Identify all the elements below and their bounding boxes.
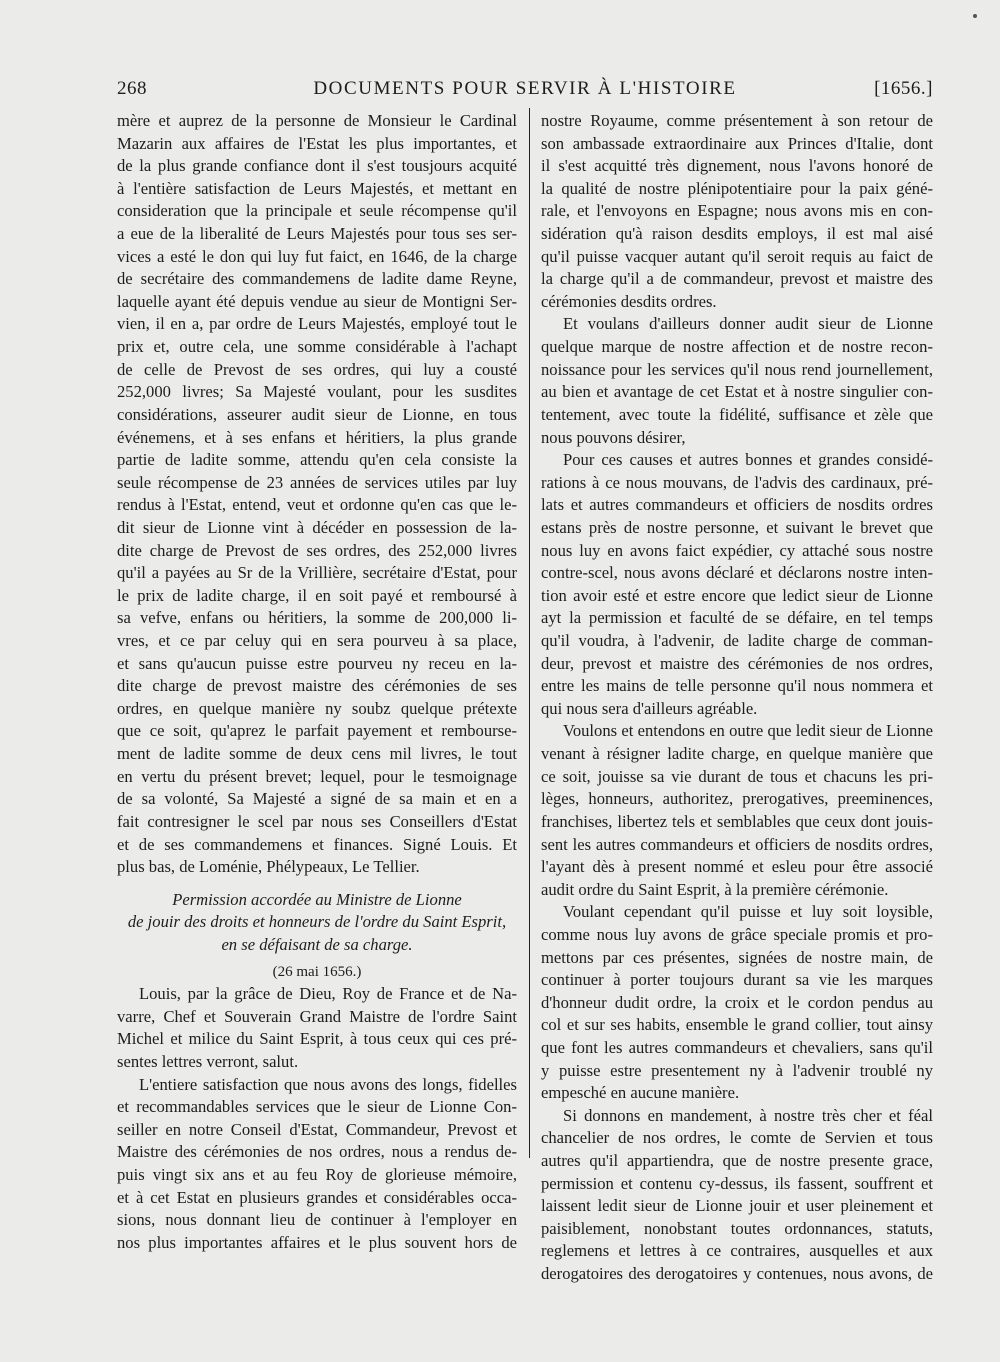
text-line: Voulons et entendons en outre que ledit sieur de Lionne (563, 721, 933, 741)
text-line: audit ordre du Saint Esprit, à la première cérémonie. (541, 879, 889, 899)
page-speck (973, 14, 977, 18)
text-line: en vertu du présent brevet; lequel, pour le tesmoignage (117, 766, 517, 786)
text-line: deur, prevost et maistre des cérémonies de nos ordres, (541, 653, 933, 673)
text-line: fait contresigner le scel par nous ses Conseillers d'Estat (117, 811, 517, 831)
right-column (541, 110, 933, 1286)
text-line: continuer à porter toujours durant sa vie les marques (541, 970, 933, 990)
text-line: mère et auprez de la personne de Monsieur le Cardinal (117, 111, 517, 130)
text-line: sentes lettres verront, salut. (117, 1051, 299, 1071)
text-line: qu'il a payées au Sr de la Vrillière, secrétaire d'Estat, pour (117, 563, 517, 583)
text-line: Si donnons en mandement, à nostre très cher et féal (563, 1105, 933, 1125)
text-line: col et sur ses habits, ensemble le grand collier, tout ainsy (541, 1015, 933, 1035)
text-line: venant à résigner ladite charge, en quelque manière que (541, 744, 933, 764)
text-line: sions, nous donnant lieu de continuer à l'employer en (117, 1210, 517, 1230)
text-line: événemens, et à ses enfans et héritiers, la plus grande (117, 427, 517, 447)
heading-line: de jouir des droits et honneurs de l'ordre du Saint Esprit, (127, 912, 507, 932)
text-line: Voulant cependant qu'il puisse et luy soit loysible, (563, 902, 933, 922)
text-line: mettons par ces présentes, signées de nostre main, de (541, 947, 933, 967)
text-line: Pour ces causes et autres bonnes et grandes considé- (563, 450, 933, 470)
text-line: vien, il en a, par ordre de Leurs Majestés, employé tout le (117, 314, 517, 334)
text-line: seiller en notre Conseil d'Estat, Commandeur, Prevost et (117, 1119, 517, 1139)
paragraph-2 (541, 313, 933, 449)
text-line: Maistre des cérémonies de nos ordres, nous a rendus de- (117, 1142, 517, 1162)
text-line: laquelle ayant été depuis vendue au sieur de Montigni Ser- (117, 291, 517, 311)
text-line: contre-scel, nous avons déclaré et déclarons nostre inten- (541, 563, 933, 583)
section-heading (117, 889, 517, 957)
text-line: entre les mains de telle personne qu'il nous nommera et (541, 676, 933, 696)
brevet-text (117, 110, 517, 879)
text-line: nos plus importantes affaires et le plus souvent hors de (117, 1232, 517, 1252)
text-line: empesché en aucune manière. (541, 1083, 740, 1103)
text-line: qu'il puisse vacquer autant qu'il seroit requis au faict de (541, 246, 933, 266)
page-number: 268 (117, 78, 147, 99)
text-line: vices a esté le don qui luy fut faict, en 1646, de la charge (117, 246, 517, 266)
text-line: d'honneur dudit ordre, la croix et le cordon pendus au (541, 992, 933, 1012)
text-line: nostre Royaume, comme présentement à son retour de (541, 111, 933, 130)
header-year: [1656.] (874, 78, 933, 99)
text-line: tion avoir esté et estre encore que ledict sieur de Lionne (541, 585, 933, 605)
text-line: derogatoires des derogatoires y contenues, nous avons, de (541, 1264, 933, 1284)
text-line: Michel et milice du Saint Esprit, à tous ceux qui ces pré- (117, 1029, 517, 1049)
text-line: permission et contenu cy-dessus, ils fassent, souffrent et (541, 1173, 933, 1193)
text-line: qui nous sera d'ailleurs agréable. (541, 698, 758, 718)
text-line: ayt la permission et faculté de se défaire, en tel temps (541, 608, 933, 628)
text-line: la qualité de nostre plénipotentiaire pour la paix géné- (541, 178, 933, 198)
text-line: partie de ladite somme, attendu qu'en cela consiste la (117, 450, 517, 470)
text-line: et sans qu'aucun puisse estre pourveu ny receu en la- (117, 653, 517, 673)
text-line: estans près de nostre personne, et suivant le brevet que (541, 517, 933, 537)
text-line: cérémonies desdits ordres. (541, 291, 717, 311)
paragraph-1 (541, 110, 933, 313)
text-line: de celle de Prevost de ses ordres, qui luy a cousté (117, 359, 517, 379)
text-line: prix et, outre cela, une somme considérable à l'achapt (117, 337, 517, 357)
text-line: autres qu'il appartiendra, que de nostre presente grace, (541, 1151, 933, 1171)
text-line: que ce soit, qu'aprez le parfait payement et rembourse- (117, 721, 517, 741)
text-line: rations à ce nous mouvans, de l'advis des cardinaux, pré- (541, 472, 933, 492)
text-line: il s'est acquitté très dignement, nous l'avons honoré de (541, 156, 933, 176)
text-line: rale, et l'envoyons en Espagne; nous avons mis en con- (541, 201, 933, 221)
text-line: Et voulans d'ailleurs donner audit sieur de Lionne (563, 314, 933, 334)
text-line: sidération qu'à raison desdits employs, il est mal aisé (541, 224, 933, 244)
text-line: reglemens et lettres à ce contraires, ausquelles et aux (541, 1241, 933, 1261)
text-line: la charge qu'il a de commandeur, prevost et maistre des (541, 269, 933, 289)
salutation-paragraph (117, 983, 517, 1073)
paragraph-3 (541, 449, 933, 720)
text-line: lats et autres commandeurs et officiers de nosdits ordres (541, 495, 933, 515)
text-line: considérations, asseurer audit sieur de Lionne, en tous (117, 404, 517, 424)
text-line: et de ses commandemens et finances. Signé Louis. Et (117, 834, 517, 854)
text-line: de sa volonté, Sa Majesté a signé de sa main et en a (117, 789, 517, 809)
text-line: sa vefve, enfans ou héritiers, la somme de 200,000 li- (117, 608, 517, 628)
running-title: DOCUMENTS POUR SERVIR À L'HISTOIRE (313, 78, 737, 99)
left-column (117, 110, 517, 1254)
text-line: lèges, honneurs, authoritez, prerogatives, preeminences, (541, 789, 933, 809)
text-line: et recommandables services que le sieur de Lionne Con- (117, 1097, 517, 1117)
document-date: (26 mai 1656.) (272, 963, 362, 980)
text-line: plus bas, de Loménie, Phélypeaux, Le Tellier. (117, 857, 420, 877)
text-line: dite charge de prevost maistre des cérémonies de ses (117, 676, 517, 696)
text-line: que font les autres commandeurs et chevaliers, sans qu'il (541, 1037, 933, 1057)
text-line: vres, et ce par celuy qui en sera pourveu à sa place, (117, 631, 517, 651)
text-line: son ambassade extraordinaire aux Princes d'Italie, dont (541, 133, 933, 153)
text-line: L'entiere satisfaction que nous avons des longs, fidelles (139, 1074, 517, 1094)
text-line: ce soit, jouisse sa vie durant de tous et chacuns les pri- (541, 766, 933, 786)
text-line: varre, Chef et Souverain Grand Maistre de l'ordre Saint (117, 1006, 517, 1026)
text-line: puis vingt six ans et au feu Roy de glorieuse mémoire, (117, 1165, 517, 1185)
text-line: consideration que la principale et seule récompense qu'il (117, 201, 517, 221)
text-line: le prix de ladite charge, il en soit payé et remboursé à (117, 585, 517, 605)
text-line: et à cet Estat en plusieurs grandes et considérables occa- (117, 1187, 517, 1207)
text-line: 252,000 livres; Sa Majesté voulant, pour les susdites (117, 382, 517, 402)
text-line: à l'entière satisfaction de Leurs Majestés, et mettant en (117, 178, 517, 198)
text-line: dit sieur de Lionne vint à décéder en possession de la- (117, 517, 517, 537)
text-line: paisiblement, nonobstant toutes ordonnances, statuts, (541, 1218, 933, 1238)
text-line: qu'il voudra, à l'advenir, de ladite charge de comman- (541, 631, 933, 651)
text-line: comme nous luy avons de grâce speciale promis et pro- (541, 924, 933, 944)
text-line: ment de ladite somme de deux cens mil livres, le tout (117, 744, 517, 764)
paragraph-4 (541, 720, 933, 901)
column-divider (529, 108, 530, 1158)
running-header (117, 78, 933, 104)
text-line: laissent ledit sieur de Lionne jouir et user pleinement et (541, 1196, 933, 1216)
text-line: sent les autres commandeurs et officiers de nosdits ordres, (541, 834, 933, 854)
text-line: nous luy en avons faict expédier, cy attaché sous nostre (541, 540, 933, 560)
text-line: nous pouvons désirer, (541, 427, 686, 447)
text-line: quelque marque de nostre affection et de nostre recon- (541, 337, 933, 357)
text-line: l'ayant dès à present nommé et esleu pour être associé (541, 857, 933, 877)
heading-line: Permission accordée au Ministre de Lionne (172, 889, 462, 909)
text-line: au bien et avantage de cet Estat et à nostre singulier con- (541, 382, 933, 402)
text-line: franchises, libertez tels et semblables que ceux dont jouis- (541, 811, 933, 831)
heading-line: en se défaisant de sa charge. (221, 934, 413, 954)
text-line: Mazarin aux affaires de l'Estat les plus importantes, et (117, 133, 517, 153)
text-line: ordres, en quelque manière ny soubz quelque prétexte (117, 698, 517, 718)
paragraph-6 (541, 1105, 933, 1286)
text-line: seule récompense de 23 années de services utiles par luy (117, 472, 517, 492)
text-line: Louis, par la grâce de Dieu, Roy de France et de Na- (139, 984, 517, 1004)
text-line: rendus à l'Estat, entend, veut et ordonne qu'en cas que le- (117, 495, 517, 515)
text-line: de secrétaire des commandemens de ladite dame Reyne, (117, 269, 517, 289)
text-line: chancelier de nos ordres, le comte de Servien et tous (541, 1128, 933, 1148)
letters-paragraph (117, 1074, 517, 1255)
text-line: noissance pour les services qu'il nous rend journellement, (541, 359, 933, 379)
text-line: a eue de la liberalité de Leurs Majestés pour tous ses ser- (117, 224, 517, 244)
text-line: de la plus grande confiance dont il s'est tousjours acquité (117, 156, 517, 176)
text-line: dite charge de Prevost de ses ordres, des 252,000 livres (117, 540, 517, 560)
paragraph-5 (541, 901, 933, 1104)
text-line: tentement, avec toute la fidélité, suffisance et zèle que (541, 404, 933, 424)
text-line: y puisse estre presentement ny à l'advenir troublé ny (541, 1060, 933, 1080)
